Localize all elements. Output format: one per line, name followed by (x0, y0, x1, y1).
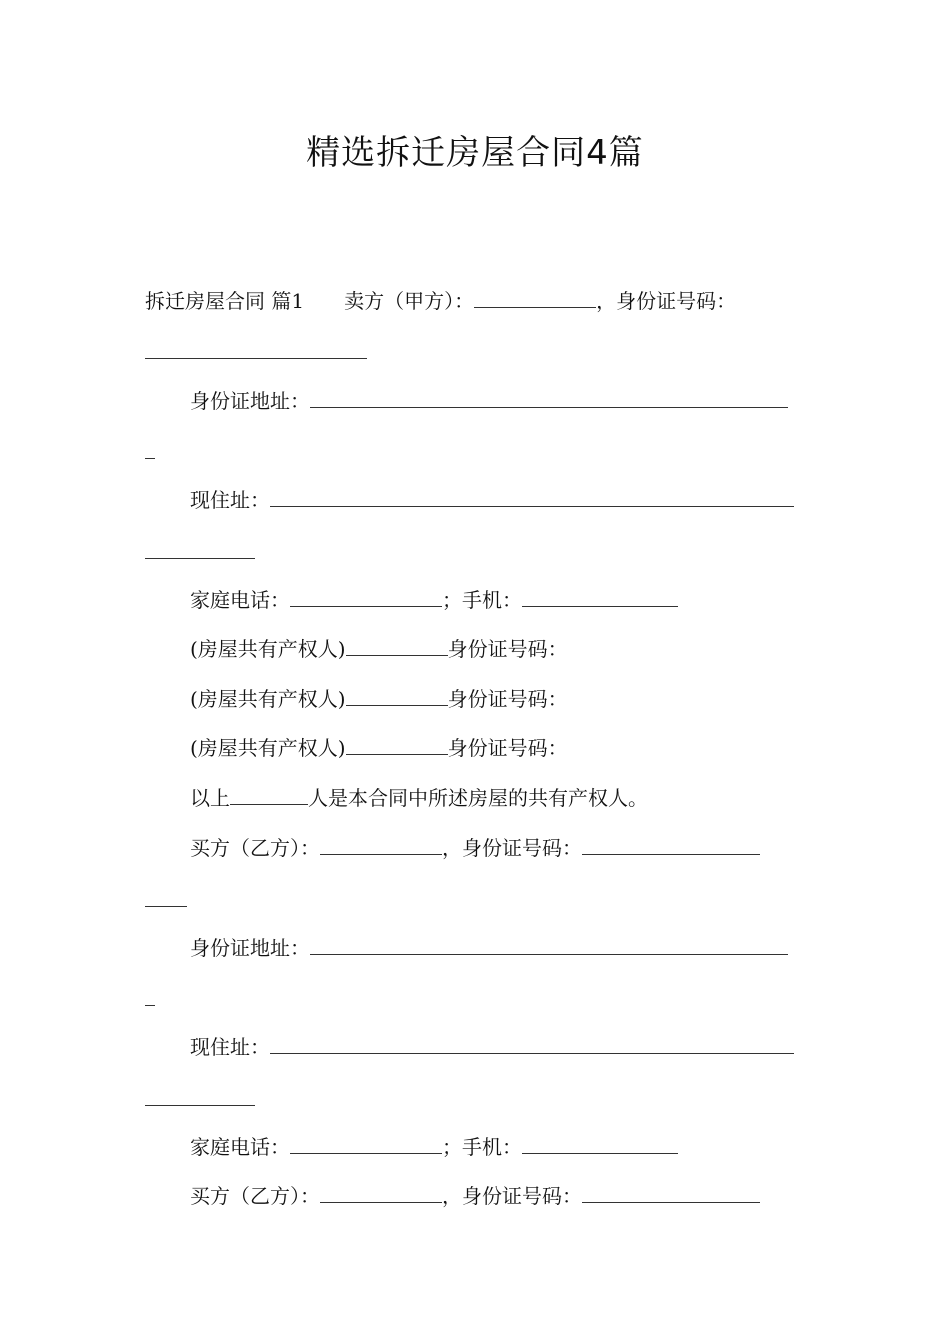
co-owner-name-blank[interactable] (346, 635, 448, 656)
seller-label: 卖方（甲方）： (344, 289, 475, 313)
seller-id-address-label: 身份证地址： (190, 389, 310, 413)
co-owner-id-label: 身份证号码： (447, 736, 568, 760)
buyer-home-phone-label: 家庭电话： (190, 1135, 290, 1159)
buyer-id-address-line (190, 934, 788, 962)
buyer-phone-line (190, 1133, 678, 1161)
co-owner-summary-line (190, 784, 648, 812)
summary-prefix: 以上 (190, 786, 230, 810)
seller-current-address-blank[interactable] (270, 486, 794, 507)
co-owner-id-label: 身份证号码： (447, 637, 568, 661)
seller-phone-line (190, 586, 678, 614)
buyer-id-blank[interactable] (582, 834, 760, 855)
co-owner-count-blank[interactable] (230, 784, 308, 805)
buyer-current-address-label: 现住址： (190, 1035, 270, 1059)
seller-current-address-label: 现住址： (190, 488, 270, 512)
seller-home-phone-blank[interactable] (290, 586, 442, 607)
co-owner-label: (房屋共有产权人) (190, 736, 346, 760)
seller-current-address-line (190, 486, 794, 514)
co-owner-name-blank[interactable] (346, 734, 448, 755)
buyer-id-blank[interactable] (582, 1182, 760, 1203)
co-owner-label: (房屋共有产权人) (190, 687, 346, 711)
co-owner-line-2 (190, 685, 568, 713)
seller-current-address-blank-cont[interactable] (145, 558, 255, 559)
seller-mobile-label: ；手机： (442, 588, 522, 612)
buyer-id-label: ，身份证号码： (442, 836, 582, 860)
summary-suffix: 人是本合同中所述房屋的共有产权人。 (308, 786, 648, 810)
buyer-name-blank[interactable] (320, 1182, 442, 1203)
buyer-current-address-line (190, 1033, 794, 1061)
seller-id-blank[interactable] (145, 358, 367, 359)
seller-id-label: ，身份证号码： (596, 289, 737, 313)
buyer-mobile-blank[interactable] (522, 1133, 678, 1154)
seller-id-address-blank[interactable] (310, 387, 788, 408)
buyer-line-2 (190, 1182, 760, 1210)
co-owner-line-3 (190, 734, 568, 762)
buyer-current-address-blank-cont[interactable] (145, 1105, 255, 1106)
co-owner-line-1 (190, 635, 568, 663)
co-owner-id-label: 身份证号码： (447, 687, 568, 711)
buyer-id-address-label: 身份证地址： (190, 936, 310, 960)
seller-id-address-line (190, 387, 788, 415)
buyer-id-blank-cont[interactable] (145, 906, 187, 907)
seller-mobile-blank[interactable] (522, 586, 678, 607)
section-label: 拆迁房屋合同 篇1 (145, 289, 305, 313)
seller-id-address-blank-cont[interactable] (145, 458, 155, 459)
buyer-line (190, 834, 760, 862)
buyer-id-address-blank-cont[interactable] (145, 1005, 155, 1006)
buyer-current-address-blank[interactable] (270, 1033, 794, 1054)
buyer-mobile-label: ；手机： (442, 1135, 522, 1159)
co-owner-label: (房屋共有产权人) (190, 637, 346, 661)
buyer-label: 买方（乙方）： (190, 836, 320, 860)
seller-home-phone-label: 家庭电话： (190, 588, 290, 612)
buyer-name-blank[interactable] (320, 834, 442, 855)
seller-line (145, 287, 736, 315)
document-title: 精选拆迁房屋合同4篇 (306, 133, 644, 173)
buyer-label: 买方（乙方）： (190, 1184, 320, 1208)
buyer-id-address-blank[interactable] (310, 934, 788, 955)
seller-name-blank[interactable] (474, 287, 596, 308)
co-owner-name-blank[interactable] (346, 685, 448, 706)
buyer-id-label: ，身份证号码： (442, 1184, 582, 1208)
buyer-home-phone-blank[interactable] (290, 1133, 442, 1154)
